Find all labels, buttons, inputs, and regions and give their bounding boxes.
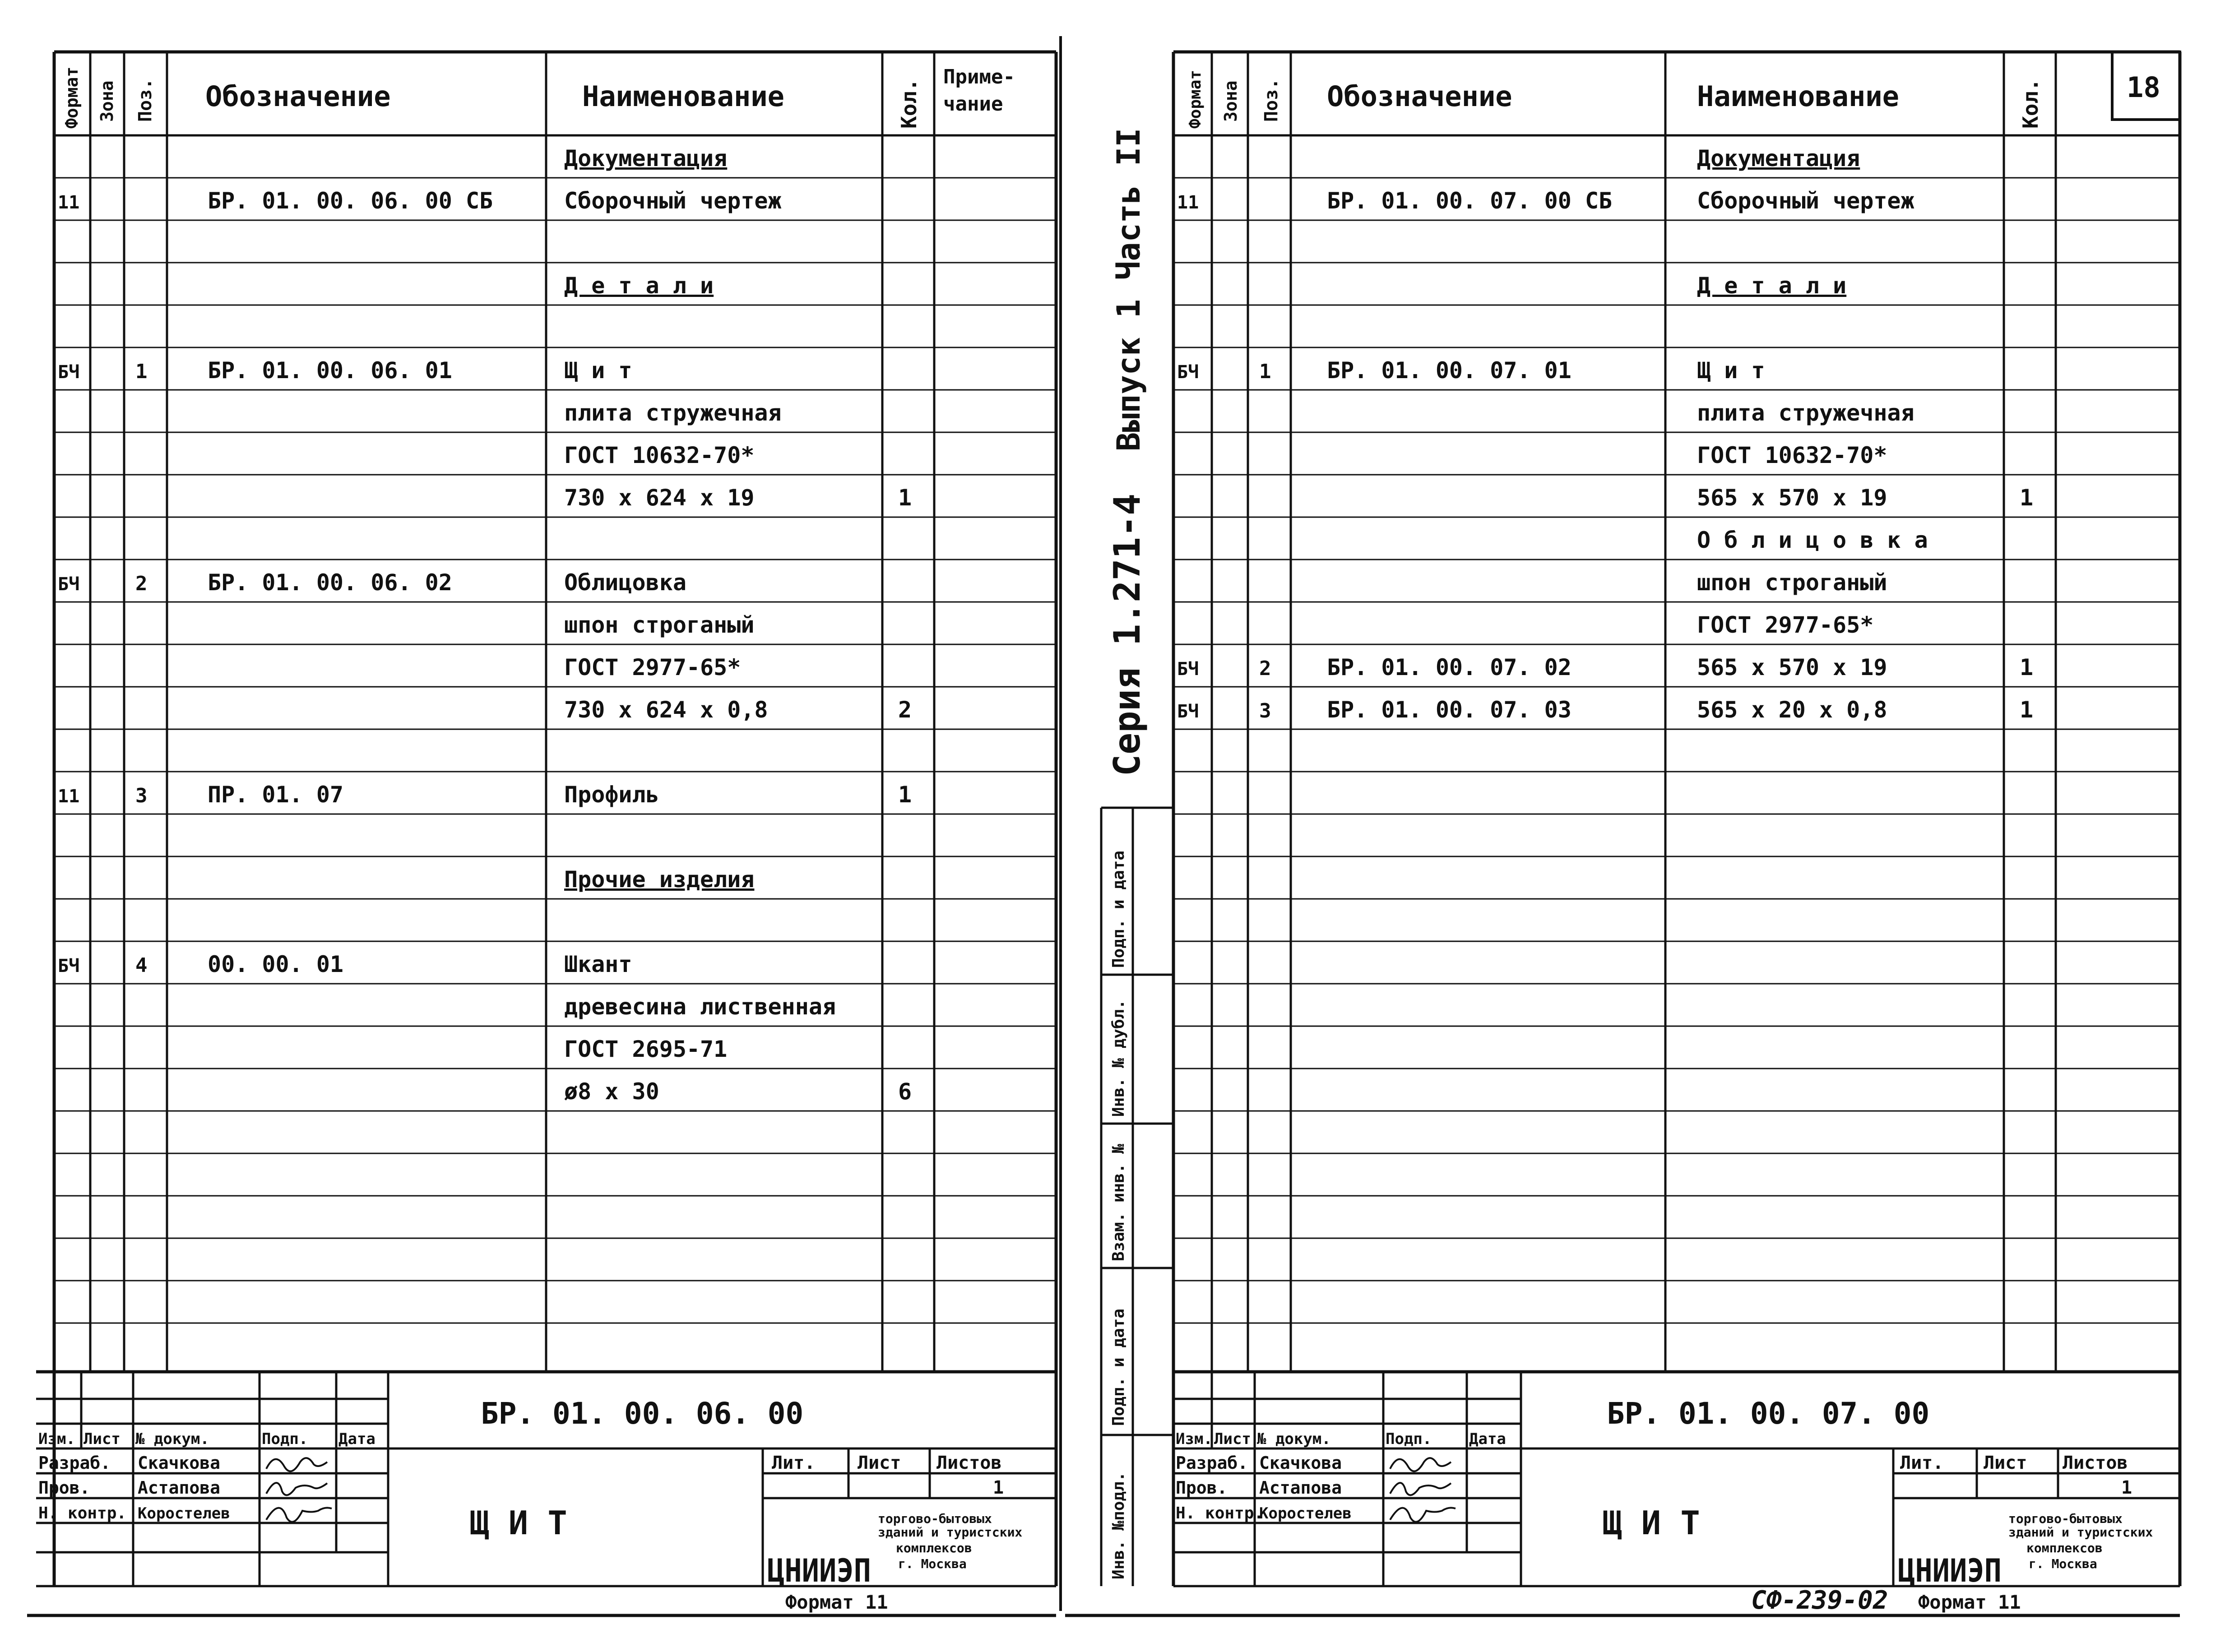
spec-row [1697, 442, 1887, 468]
spec-row [564, 1036, 727, 1062]
cell-name: Профиль [564, 782, 659, 808]
cell-name: Д е т а л и [1697, 273, 1847, 299]
spec-row [564, 442, 754, 468]
cell-name: Прочие изделия [564, 866, 755, 893]
label-sheets: Листов [936, 1453, 1002, 1473]
header-format: Формат [1186, 69, 1205, 129]
cell-format: 11 [58, 786, 80, 807]
cell-name: Сборочный чертеж [564, 188, 782, 214]
cell-position: 4 [135, 954, 148, 977]
label-podp: Подп. [1386, 1430, 1432, 1448]
doc-number: БР. 01. 00. 07. 00 [1607, 1396, 1930, 1431]
cell-name: О б л и ц о в к а [1697, 527, 1928, 553]
org-line-3: комплексов [896, 1541, 972, 1555]
label-prov: Пров. [38, 1478, 90, 1498]
header-qty: Кол. [2018, 79, 2043, 129]
label-izm: Изм. [38, 1430, 75, 1448]
series-label: Серия 1.271-4 [1106, 493, 1148, 776]
cell-name: ø8 x 30 [564, 1078, 659, 1105]
label-podp: Подп. [262, 1430, 308, 1448]
cell-format: БЧ [1177, 362, 1199, 383]
cell-name: Шкант [564, 951, 632, 977]
cell-position: 3 [135, 784, 148, 807]
cell-designation: БР. 01. 00. 07. 02 [1327, 654, 1571, 680]
cell-name: Сборочный чертеж [1697, 188, 1915, 214]
cell-quantity: 2 [898, 697, 912, 723]
doc-number: БР. 01. 00. 06. 00 [481, 1396, 804, 1431]
cell-designation: БР. 01. 00. 07. 03 [1327, 697, 1571, 723]
cell-quantity: 1 [2020, 654, 2034, 680]
cell-format: БЧ [58, 574, 80, 595]
cell-name: 730 x 624 x 0,8 [564, 697, 768, 723]
cell-format: БЧ [58, 362, 80, 383]
cell-name: ГОСТ 10632-70* [1697, 442, 1887, 468]
cell-name: 730 x 624 x 19 [564, 485, 755, 511]
cell-designation: ПР. 01. 07 [208, 782, 344, 808]
spec-row [564, 400, 782, 426]
cell-name: Облицовка [564, 569, 686, 596]
checker-name: Астапова [1259, 1478, 1342, 1498]
org-line-1: торгово-бытовых [878, 1511, 992, 1526]
spec-row [564, 994, 836, 1020]
label-list: Лист [1214, 1430, 1251, 1448]
cell-quantity: 1 [2020, 697, 2034, 723]
series-code: СФ-239-02 [1751, 1586, 1888, 1615]
cell-position: 2 [1259, 657, 1271, 680]
header-zone: Зона [97, 80, 117, 122]
cell-position: 2 [135, 572, 148, 595]
label-sheets: Листов [2063, 1453, 2128, 1473]
cell-name: Щ и т [1697, 357, 1765, 384]
cell-quantity: 6 [898, 1078, 912, 1105]
header-format: Формат [62, 66, 82, 129]
sheets-total: 1 [2121, 1477, 2132, 1498]
cell-name: ГОСТ 2977-65* [564, 654, 741, 680]
cell-name: Щ и т [564, 357, 632, 384]
label-izm: Изм. [1176, 1430, 1213, 1448]
spec-row [1697, 400, 1915, 426]
cell-designation: БР. 01. 00. 06. 00 СБ [208, 188, 493, 214]
label-data: Дата [1469, 1430, 1506, 1448]
cell-quantity: 1 [898, 782, 912, 808]
document-title: Щ И Т [1602, 1504, 1700, 1542]
cell-quantity: 1 [2020, 485, 2034, 511]
cell-designation: БР. 01. 00. 06. 01 [208, 357, 452, 384]
cell-name: плита стружечная [564, 400, 782, 426]
org-line-2: зданий и туристских [2008, 1525, 2153, 1540]
cell-format: БЧ [58, 956, 80, 976]
cell-designation: БР. 01. 00. 06. 02 [208, 569, 452, 596]
org-logo: ЦНИИЭП [767, 1552, 871, 1589]
header-designation: Обозначение [205, 80, 391, 113]
label-nkontr: Н. контр. [38, 1504, 127, 1522]
spec-row [564, 654, 741, 680]
spec-row [1697, 569, 1887, 596]
label-razrab: Разраб. [38, 1453, 111, 1473]
spec-row [564, 145, 727, 171]
org-logo: ЦНИИЭП [1898, 1552, 2002, 1589]
header-name: Наименование [582, 80, 784, 113]
format-label: Формат 11 [1918, 1591, 2021, 1613]
developer-name: Скачкова [138, 1453, 221, 1473]
label-razrab: Разраб. [1176, 1453, 1248, 1473]
cell-name: ГОСТ 2695-71 [564, 1036, 728, 1062]
cell-name: Д е т а л и [564, 273, 714, 299]
document-title: Щ И Т [469, 1504, 567, 1542]
cell-name: шпон строганый [1697, 569, 1887, 596]
header-note-2: чание [943, 93, 1003, 116]
cell-name: плита стружечная [1697, 400, 1915, 426]
header-pos: Поз. [1261, 78, 1282, 122]
spec-row [1697, 612, 1873, 638]
org-line-3: комплексов [2026, 1541, 2103, 1555]
cell-quantity: 1 [898, 485, 912, 511]
label-sheet: Лист [1984, 1453, 2027, 1473]
norm-controller-name: Коростелев [138, 1504, 230, 1522]
cell-name: 565 x 20 x 0,8 [1697, 697, 1887, 723]
header-designation: Обозначение [1327, 80, 1512, 113]
header-zone: Зона [1221, 80, 1241, 122]
cell-name: 565 x 570 x 19 [1697, 485, 1887, 511]
developer-name: Скачкова [1259, 1453, 1342, 1473]
spec-row [1697, 273, 1846, 299]
header-pos: Поз. [135, 78, 156, 122]
spec-row [564, 866, 754, 893]
label-prov: Пров. [1176, 1478, 1228, 1498]
cell-position: 1 [1259, 360, 1271, 383]
cell-designation: БР. 01. 00. 07. 01 [1327, 357, 1571, 384]
label-ndoc: № докум. [135, 1430, 209, 1448]
cell-format: БЧ [1177, 659, 1199, 680]
label-sheet: Лист [858, 1453, 901, 1473]
norm-controller-name: Коростелев [1259, 1504, 1352, 1522]
issue-label: Выпуск 1 Часть II [1110, 128, 1147, 451]
org-line-4: г. Москва [2029, 1556, 2097, 1571]
label-ndoc: № докум. [1257, 1430, 1331, 1448]
label-nkontr: Н. контр. [1176, 1504, 1264, 1522]
spec-row [564, 273, 714, 299]
org-line-4: г. Москва [898, 1556, 967, 1571]
stamp-inv-podl: Инв. №подл. [1109, 1472, 1128, 1579]
spec-row [1697, 145, 1860, 171]
cell-position: 1 [135, 360, 148, 383]
label-lit: Лит. [1900, 1453, 1944, 1473]
checker-name: Астапова [138, 1478, 221, 1498]
cell-format: БЧ [1177, 701, 1199, 722]
sheets-total: 1 [993, 1477, 1004, 1498]
org-line-2: зданий и туристских [878, 1525, 1023, 1540]
stamp-podp-data: Подп. и дата [1109, 1308, 1128, 1426]
org-line-1: торгово-бытовых [2008, 1511, 2123, 1526]
cell-format: 11 [1177, 192, 1199, 213]
cell-designation: 00. 00. 01 [208, 951, 344, 977]
cell-format: 11 [58, 192, 80, 213]
label-lit: Лит. [772, 1453, 816, 1473]
header-note-1: Приме- [943, 65, 1015, 88]
cell-name: ГОСТ 10632-70* [564, 442, 755, 468]
spec-row [564, 612, 754, 638]
cell-position: 3 [1259, 699, 1271, 722]
cell-name: 565 x 570 x 19 [1697, 654, 1887, 680]
cell-designation: БР. 01. 00. 07. 00 СБ [1327, 188, 1613, 214]
cell-name: шпон строганый [564, 612, 755, 638]
label-list: Лист [83, 1430, 121, 1448]
spec-row [1697, 527, 1928, 553]
page-number: 18 [2127, 71, 2160, 104]
cell-name: Документация [564, 145, 728, 171]
format-label: Формат 11 [785, 1591, 888, 1613]
cell-name: ГОСТ 2977-65* [1697, 612, 1874, 638]
stamp-inv-dubl: Инв. № дубл. [1109, 999, 1128, 1117]
cell-name: древесина лиственная [564, 994, 836, 1020]
header-qty: Кол. [897, 79, 921, 129]
stamp-podp-data-2: Подп. и дата [1109, 850, 1128, 968]
stamp-vzam-inv: Взам. инв. № [1109, 1143, 1128, 1261]
label-data: Дата [338, 1430, 375, 1448]
header-name: Наименование [1697, 80, 1899, 113]
cell-name: Документация [1697, 145, 1860, 171]
